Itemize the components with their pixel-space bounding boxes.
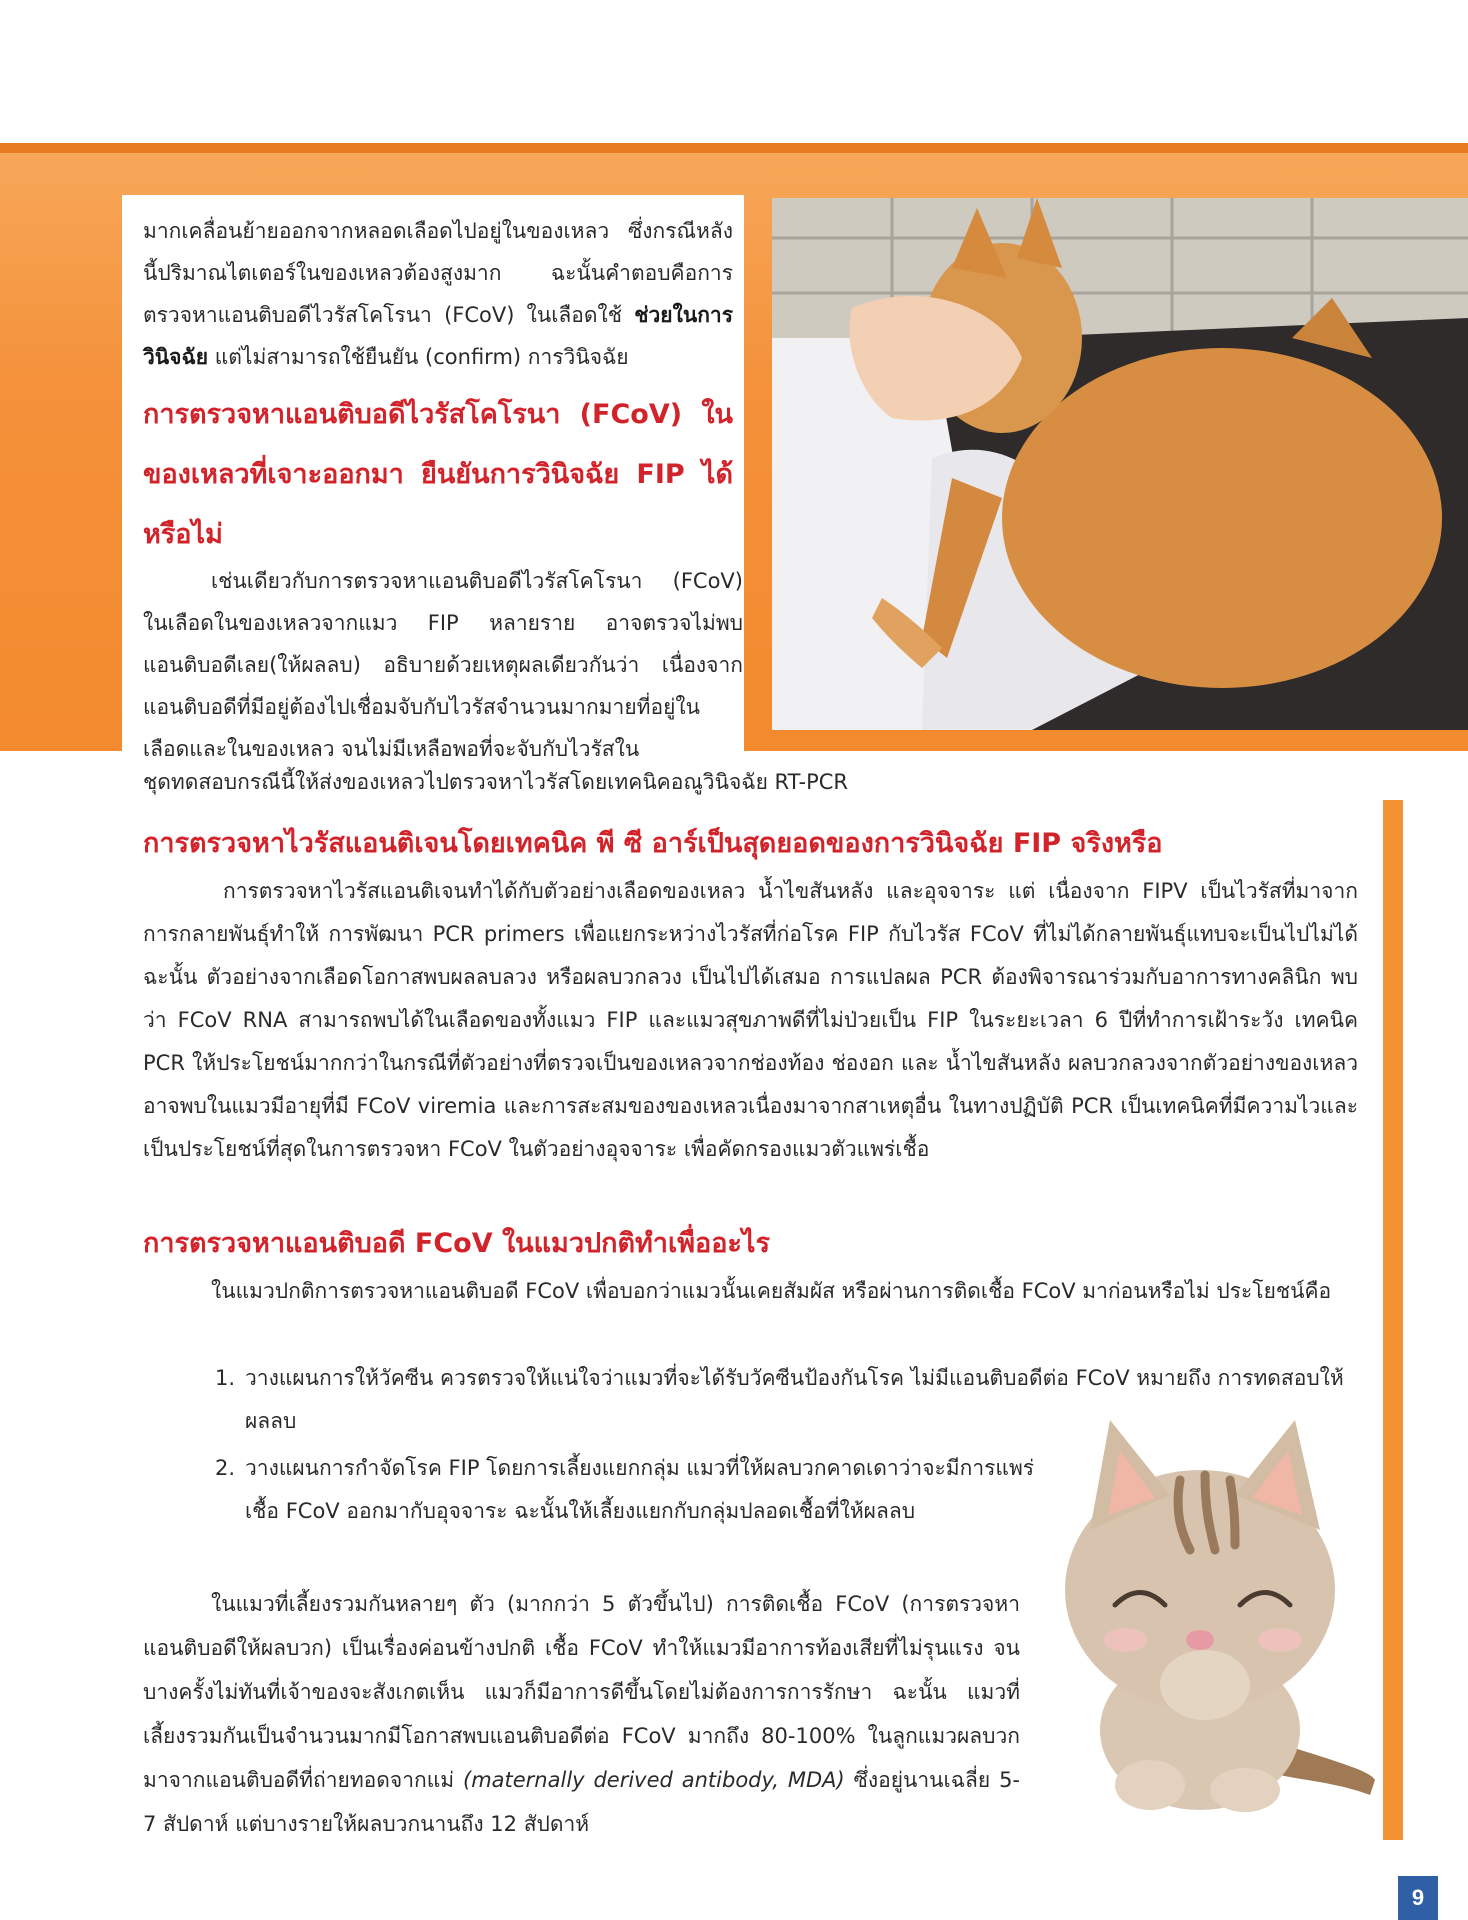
intro-bold-phrase: ช่วยในการวินิจฉัย (143, 303, 733, 369)
intro-paragraph: มากเคลื่อนย้ายออกจากหลอดเลือดไปอยู่ในของเหลว ซึ่งกรณีหลังนี้ปริมาณไตเตอร์ในของเหลวต้องสูงมาก ฉะนั้นคำตอบคือการตรวจหาแอนติบอดีไวรัสโคโรนา (FCoV) ในเลือดใช้ ช่วยในการวินิจฉัย แต่ไม่สามารถใช้ยืนยัน (confirm) การวินิจฉัย (143, 219, 733, 369)
cat-exam-illustration (772, 198, 1468, 730)
heading-normal-cat-antibody: การตรวจหาแอนติบอดี FCoV ในแมวปกติทำเพื่ออะไร (143, 1228, 771, 1259)
paragraph-fluid-antibody-tail: ชุดทดสอบกรณีนี้ให้ส่งของเหลวไปตรวจหาไวรัสโดยเทคนิคอณูวินิจฉัย RT-PCR (143, 770, 849, 794)
cat-examination-photo (772, 198, 1468, 730)
paragraph-pcr: การตรวจหาไวรัสแอนติเจนทำได้กับตัวอย่างเลือดของเหลว น้ำไขสันหลัง และอุจจาระ แต่ เนื่องจาก FIPV เป็นไวรัสที่มาจากการกลายพันธุ์ทำให้ การพัฒนา PCR primers เพื่อแยกระหว่างไวรัสที่ก่อโรค FIP กับไวรัส FCoV ที่ไม่ได้กลายพันธุ์แทบจะเป็นไปไม่ได้ ฉะนั้น ตัวอย่างจากเลือดโอกาสพบผลลบลวง หรือผลบวกลวง เป็นไปได้เสมอ การแปลผล PCR ต้องพิจารณาร่วมกับอาการทางคลินิก พบว่า FCoV RNA สามารถพบได้ในเลือดของทั้งแมว FIP และแมวสุขภาพดีที่ไม่ป่วยเป็น FIP ในระยะเวลา 6 ปีที่ทำการเฝ้าระวัง เทคนิค PCR ให้ประโยชน์มากกว่าในกรณีที่ตัวอย่างที่ตรวจเป็นของเหลวจากช่องท้อง ช่องอก และ น้ำไขสันหลัง ผลบวกลวงจากตัวอย่างของเหลวอาจพบในแมวมีอายุที่มี FCoV viremia และการสะสมของของเหลวเนื่องมาจากสาเหตุอื่น ในทางปฏิบัติ PCR เป็นเทคนิคที่มีความไวและเป็นประโยชน์ที่สุดในการตรวจหา FCoV ในตัวอย่างอุจจาระ เพื่อคัดกรองแมวตัวแพร่เชื้อ (143, 879, 1358, 1161)
orange-side-bar (1383, 800, 1403, 1840)
list-item: 2. วางแผนการกำจัดโรค FIP โดยการเลี้ยงแยกกลุ่ม แมวที่ให้ผลบวกคาดเดาว่าจะมีการแพร่เชื้อ FCoV ออกมากับอุจจาระ ฉะนั้นให้เลี้ยงแยกกับกลุ่มปลอดเชื้อที่ให้ผลลบ (215, 1456, 1035, 1523)
paragraph-normal-cat-intro: ในแมวปกติการตรวจหาแอนติบอดี FCoV เพื่อบอกว่าแมวนั้นเคยสัมผัส หรือผ่านการติดเชื้อ FCoV มาก่อนหรือไม่ ประโยชน์คือ (211, 1279, 1332, 1303)
paragraph-fluid-antibody: เช่นเดียวกับการตรวจหาแอนติบอดีไวรัสโคโรนา (FCoV) ในเลือดในของเหลวจากแมว FIP หลายราย อาจตรวจไม่พบแอนติบอดีเลย(ให้ผลลบ) อธิบายด้วยเหตุผลเดียวกันว่า เนื่องจากแอนติบอดีที่มีอยู่ต้องไปเชื่อมจับกับไวรัสจำนวนมากมายที่อยู่ในเลือดและในของเหลว จนไม่มีเหลือพอที่จะจับกับไวรัสใน (143, 569, 743, 761)
list-item: 1. วางแผนการให้วัคซีน ควรตรวจให้แน่ใจว่าแมวที่จะได้รับวัคซีนป้องกันโรค ไม่มีแอนติบอดีต่อ FCoV หมายถึง การทดสอบให้ผลลบ (215, 1366, 1344, 1433)
heading-fcov-antibody-fluid: การตรวจหาแอนติบอดีไวรัสโคโรนา (FCoV) ในของเหลวที่เจาะออกมา ยืนยันการวินิจฉัย FIP ได้หรือไม่ (143, 399, 733, 550)
paragraph-multi-cat: ในแมวที่เลี้ยงรวมกันหลายๆ ตัว (มากกว่า 5 ตัวขึ้นไป) การติดเชื้อ FCoV (การตรวจหาแอนติบอดีให้ผลบวก) เป็นเรื่องค่อนข้างปกติ เชื้อ FCoV ทำให้แมวมีอาการท้องเสียที่ไม่รุนแรง จนบางครั้งไม่ทันที่เจ้าของจะสังเกตเห็น แมวก็มีอาการดีขึ้นโดยไม่ต้องการการรักษา ฉะนั้น แมวที่เลี้ยงรวมกันเป็นจำนวนมากมีโอกาสพบแอนติบอดีต่อ FCoV มากถึง 80-100% ในลูกแมวผลบวกมาจากแอนติบอดีที่ถ่ายทอดจากแม่ (maternally derived antibody, MDA) ซึ่งอยู่นานเฉลี่ย 5-7 สัปดาห์ แต่บางรายให้ผลบวกนานถึง 12 สัปดาห์ (143, 1592, 1021, 1836)
page-number-badge: 9 (1398, 1876, 1438, 1920)
kitten-icon (1030, 1400, 1380, 1820)
mda-term: (maternally derived antibody, MDA) (463, 1768, 845, 1792)
kitten-illustration (1030, 1400, 1380, 1820)
heading-pcr-antigen: การตรวจหาไวรัสแอนติเจนโดยเทคนิค พี ซี อาร์เป็นสุดยอดของการวินิจฉัย FIP จริงหรือ (143, 828, 1163, 859)
